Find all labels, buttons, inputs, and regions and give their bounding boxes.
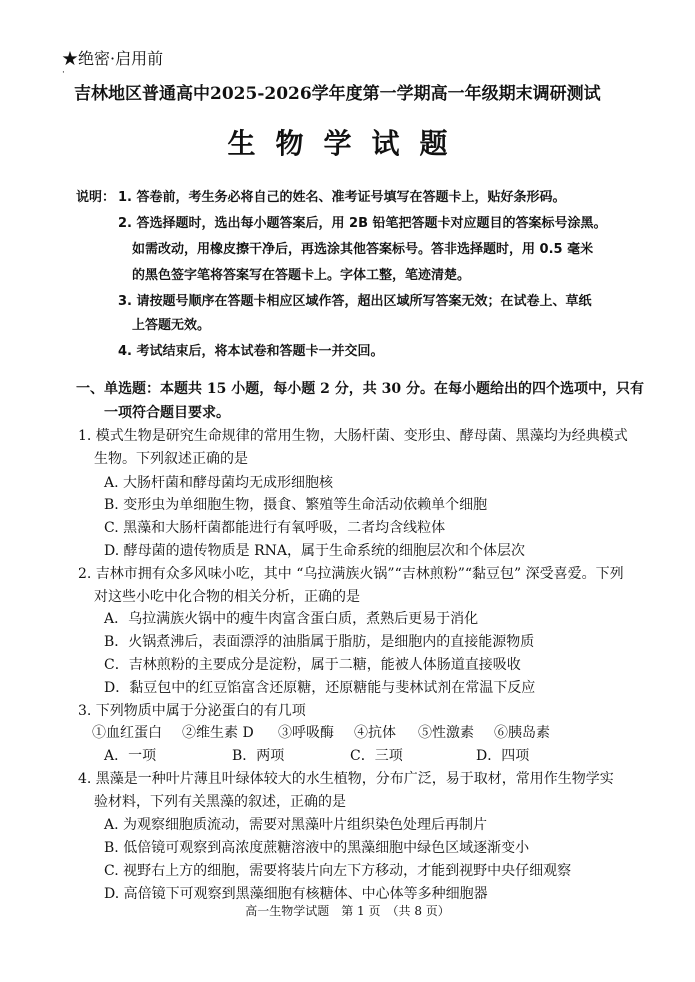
note-line: 如需改动，用橡皮擦干净后，再选涂其他答案标号。答非选择题时，用 0.5 毫米 [132, 242, 594, 257]
page-footer: 高一生物学试题 第 1 页 （共 8 页） [245, 904, 450, 918]
question-3-item: ⑤性激素 [418, 725, 474, 741]
note-line: 1. 答卷前，考生务必将自己的姓名、准考证号填写在答题卡上，贴好条形码。 [118, 190, 566, 205]
exam-header: 吉林地区普通高中2025-2026学年度第一学期高一年级期末调研测试 [74, 84, 601, 104]
question-4-option: B. 低倍镜可观察到高浓度蔗糖溶液中的黑藻细胞中绿色区域逐渐变小 [104, 840, 530, 856]
confidential-mark: ★绝密·启用前 [62, 49, 164, 68]
question-1-option: A. 大肠杆菌和酵母菌均无成形细胞核 [104, 475, 334, 491]
question-4-stem: 验材料，下列有关黑藻的叙述，正确的是 [94, 794, 346, 810]
question-3-item: ⑥胰岛素 [494, 725, 550, 741]
question-2-option: A．乌拉满族火锅中的瘦牛肉富含蛋白质，煮熟后更易于消化 [104, 611, 479, 627]
question-1-option: D. 酵母菌的遗传物质是 RNA，属于生命系统的细胞层次和个体层次 [104, 543, 525, 559]
note-line: 的黑色签字笔将答案写在答题卡上。字体工整，笔迹清楚。 [132, 268, 471, 283]
question-1-stem: 生物。下列叙述正确的是 [94, 451, 248, 467]
question-3-choice: C．三项 [350, 748, 403, 764]
notes-label: 说明： [76, 190, 116, 205]
question-2-stem: 2. 吉林市拥有众多风味小吃，其中 “乌拉满族火锅”“吉林煎粉”“黏豆包” 深受喜爱。下列 [78, 566, 624, 582]
question-4-option: C. 视野右上方的细胞，需要将装片向左下方移动，才能到视野中央仔细观察 [104, 863, 572, 879]
question-3-item: ①血红蛋白 [92, 725, 162, 741]
question-4-option: A. 为观察细胞质流动，需要对黑藻叶片组织染色处理后再制片 [104, 817, 488, 833]
question-3-choice: D．四项 [476, 748, 530, 764]
section-title: 一项符合题目要求。 [104, 405, 230, 421]
question-3-choice: B．两项 [232, 748, 285, 764]
question-3-item: ③呼吸酶 [278, 725, 334, 741]
question-4-stem: 4. 黑藻是一种叶片薄且叶绿体较大的水生植物，分布广泛，易于取材，常用作生物学实 [78, 771, 614, 787]
dot-mark: · [62, 68, 65, 78]
question-1-stem: 1. 模式生物是研究生命规律的常用生物，大肠杆菌、变形虫、酵母菌、黑藻均为经典模式 [78, 428, 628, 444]
question-3-item: ②维生素 D [182, 725, 254, 741]
question-2-option: D．黏豆包中的红豆馅富含还原糖，还原糖能与斐林试剂在常温下反应 [104, 680, 536, 696]
section-title: 一、单选题：本题共 15 小题，每小题 2 分，共 30 分。在每小题给出的四个选项中，只有 [76, 381, 644, 397]
question-1-option: C. 黑藻和大肠杆菌都能进行有氧呼吸，二者均含线粒体 [104, 520, 446, 536]
question-3-item: ④抗体 [354, 725, 396, 741]
note-line: 3. 请按题号顺序在答题卡相应区域作答，超出区域所写答案无效；在试卷上、草纸 [118, 294, 592, 309]
question-4-option: D. 高倍镜下可观察到黑藻细胞有核糖体、中心体等多种细胞器 [104, 886, 488, 902]
page-title: 生物学试题 [227, 127, 468, 160]
question-1-option: B. 变形虫为单细胞生物，摄食、繁殖等生命活动依赖单个细胞 [104, 497, 488, 513]
question-2-stem: 对这些小吃中化合物的相关分析，正确的是 [94, 589, 360, 605]
note-line: 上答题无效。 [132, 318, 211, 333]
note-line: 2. 答选择题时，选出每小题答案后，用 2B 铅笔把答题卡对应题目的答案标号涂黑。 [118, 216, 607, 231]
question-3-choice: A．一项 [104, 748, 157, 764]
question-2-option: B．火锅煮沸后，表面漂浮的油脂属于脂肪，是细胞内的直接能源物质 [104, 634, 535, 650]
question-2-option: C．吉林煎粉的主要成分是淀粉，属于二糖，能被人体肠道直接吸收 [104, 657, 521, 673]
note-line: 4. 考试结束后，将本试卷和答题卡一并交回。 [118, 344, 384, 359]
question-3-stem: 3. 下列物质中属于分泌蛋白的有几项 [78, 703, 306, 719]
